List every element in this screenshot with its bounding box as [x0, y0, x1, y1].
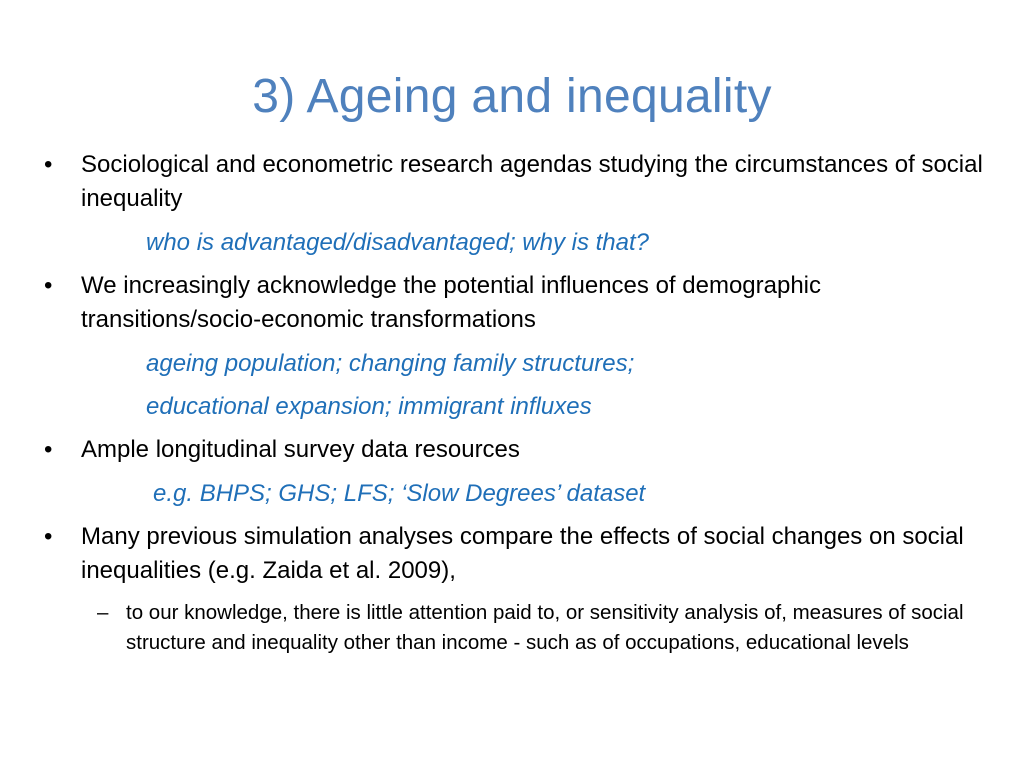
slide-body — [44, 148, 984, 658]
bullet-subtext: ageing population; changing family structures; — [146, 350, 635, 377]
bullet-text: We increasingly acknowledge the potential influences of demographic transitions/socio-economic transformations — [81, 272, 822, 333]
bullet-icon: • — [44, 436, 53, 463]
bullet-subtext: educational expansion; immigrant influxes — [146, 393, 592, 420]
bullet-icon: • — [44, 272, 53, 299]
bullet-item — [44, 520, 984, 588]
bullet-text: Ample longitudinal survey data resources — [81, 436, 520, 463]
bullet-text: Many previous simulation analyses compare the effects of social changes on social inequalities (e.g. Zaida et al. 2009), — [81, 523, 964, 584]
bullet-text: Sociological and econometric research agendas studying the circumstances of social inequality — [81, 151, 983, 212]
sub-bullet-text: to our knowledge, there is little attention paid to, or sensitivity analysis of, measures of social structure and inequality other than income - such as of occupations, educational levels — [126, 601, 964, 654]
bullet-subtext: who is advantaged/disadvantaged; why is that? — [146, 229, 650, 256]
sub-bullet-item — [44, 598, 984, 658]
bullet-icon: • — [44, 523, 53, 550]
dash-icon: – — [97, 601, 109, 624]
bullet-icon: • — [44, 151, 53, 178]
bullet-item — [44, 148, 984, 216]
bullet-subtext: e.g. BHPS; GHS; LFS; ‘Slow Degrees’ dataset — [153, 480, 646, 507]
bullet-item — [44, 269, 984, 337]
bullet-item — [44, 433, 984, 467]
slide-title: 3) Ageing and inequality — [252, 70, 772, 123]
